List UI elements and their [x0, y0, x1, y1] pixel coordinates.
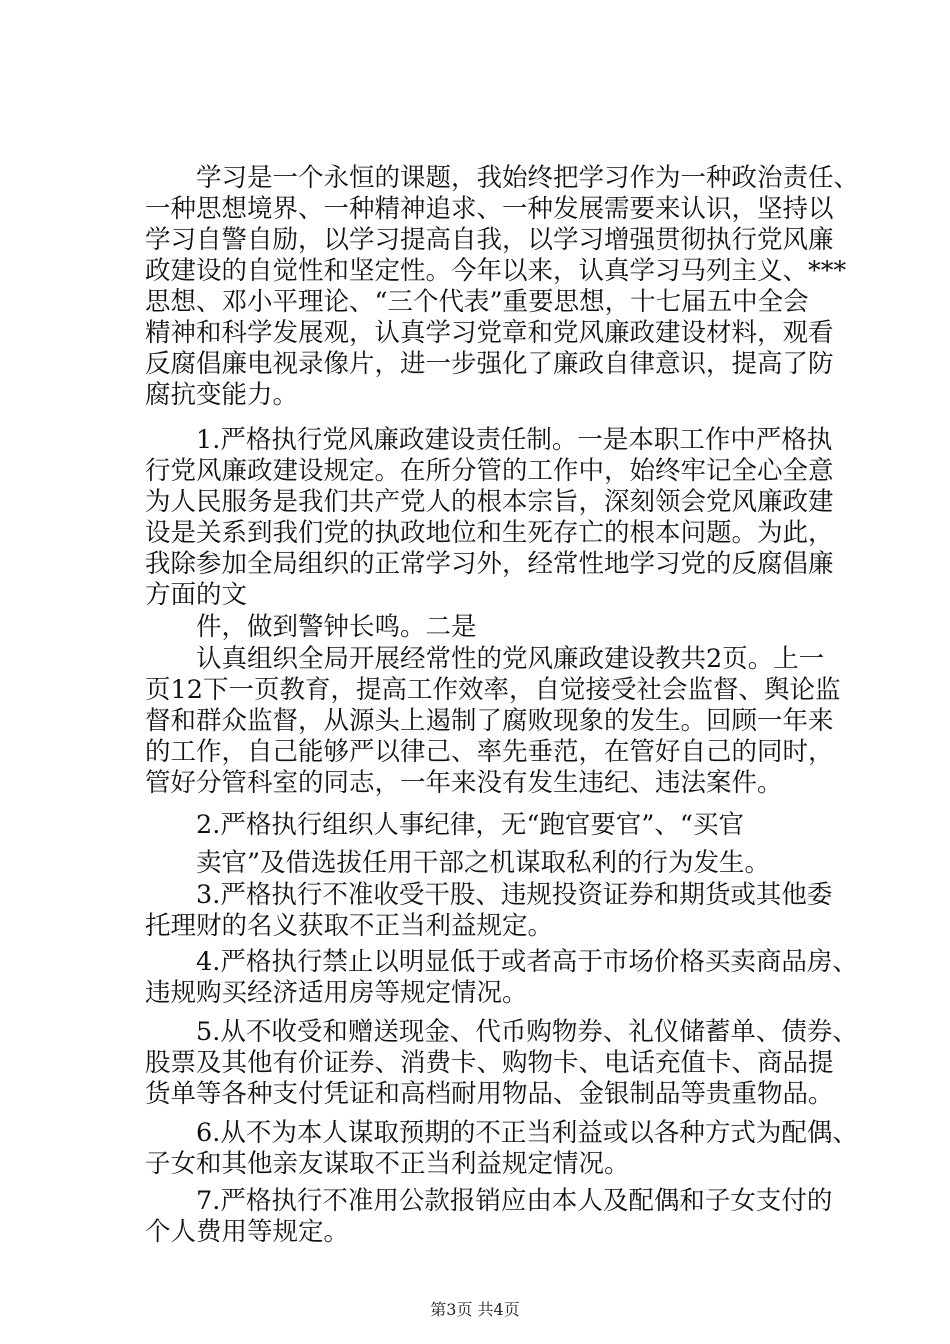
text-line: 6.从不为本人谋取预期的不正当利益或以各种方式为配偶、	[145, 1118, 858, 1148]
text-line: 精神和科学发展观，认真学习党章和党风廉政建设材料，观看	[145, 318, 834, 348]
text-line: 股票及其他有价证券、消费卡、购物卡、电话充值卡、商品提	[145, 1048, 834, 1078]
text-line: 7.严格执行不准用公款报销应由本人及配偶和子女支付的	[145, 1186, 833, 1216]
text-line: 一种思想境界、一种精神追求、一种发展需要来认识，坚持以	[145, 194, 834, 224]
text-line: 1.严格执行党风廉政建设责任制。一是本职工作中严格执	[145, 425, 833, 455]
text-line: 为人民服务是我们共产党人的根本宗旨，深刻领会党风廉政建	[145, 487, 834, 517]
text-line: 学习是一个永恒的课题，我始终把学习作为一种政治责任、	[145, 163, 860, 193]
text-line: 2.严格执行组织人事纪律，无“跑官要官”、“买官	[145, 810, 744, 840]
text-line: 我除参加全局组织的正常学习外，经常性地学习党的反腐倡廉	[145, 549, 834, 579]
text-line: 政建设的自觉性和坚定性。今年以来，认真学习马列主义、***	[145, 256, 847, 286]
text-line: 3.严格执行不准收受干股、违规投资证券和期货或其他委	[145, 880, 833, 910]
text-line: 件，做到警钟长鸣。二是	[145, 612, 477, 642]
text-line: 认真组织全局开展经常性的党风廉政建设教共2页。上一	[145, 644, 825, 674]
text-line: 管好分管科室的同志，一年来没有发生违纪、违法案件。	[145, 768, 783, 798]
text-line: 的工作，自己能够严以律己、率先垂范，在管好自己的同时，	[145, 737, 834, 767]
text-line: 设是关系到我们党的执政地位和生死存亡的根本问题。为此，	[145, 518, 834, 548]
text-line: 货单等各种支付凭证和高档耐用物品、金银制品等贵重物品。	[145, 1079, 834, 1109]
text-line: 托理财的名义获取不正当利益规定。	[145, 911, 554, 941]
text-line: 行党风廉政建设规定。在所分管的工作中，始终牢记全心全意	[145, 456, 834, 486]
text-line: 4.严格执行禁止以明显低于或者高于市场价格买卖商品房、	[145, 947, 858, 977]
text-line: 卖官”及借选拔任用干部之机谋取私利的行为发生。	[145, 848, 771, 878]
text-line: 反腐倡廉电视录像片，进一步强化了廉政自律意识，提高了防	[145, 349, 834, 379]
text-line: 违规购买经济适用房等规定情况。	[145, 978, 528, 1008]
text-line: 5.从不收受和赠送现金、代币购物券、礼仪储蓄单、债券、	[145, 1017, 858, 1047]
text-line: 督和群众监督，从源头上遏制了腐败现象的发生。回顾一年来	[145, 706, 834, 736]
text-line: 腐抗变能力。	[145, 380, 299, 410]
text-line: 个人费用等规定。	[145, 1217, 350, 1247]
text-line: 方面的文	[145, 580, 248, 610]
text-line: 页12下一页教育，提高工作效率，自觉接受社会监督、舆论监	[145, 675, 841, 705]
text-line: 思想、邓小平理论、“三个代表”重要思想，十七届五中全会	[145, 287, 809, 317]
text-line: 学习自警自励，以学习提高自我，以学习增强贯彻执行党风廉	[145, 225, 834, 255]
text-line: 子女和其他亲友谋取不正当利益规定情况。	[145, 1149, 630, 1179]
page-footer: 第3页 共4页	[430, 1300, 520, 1319]
